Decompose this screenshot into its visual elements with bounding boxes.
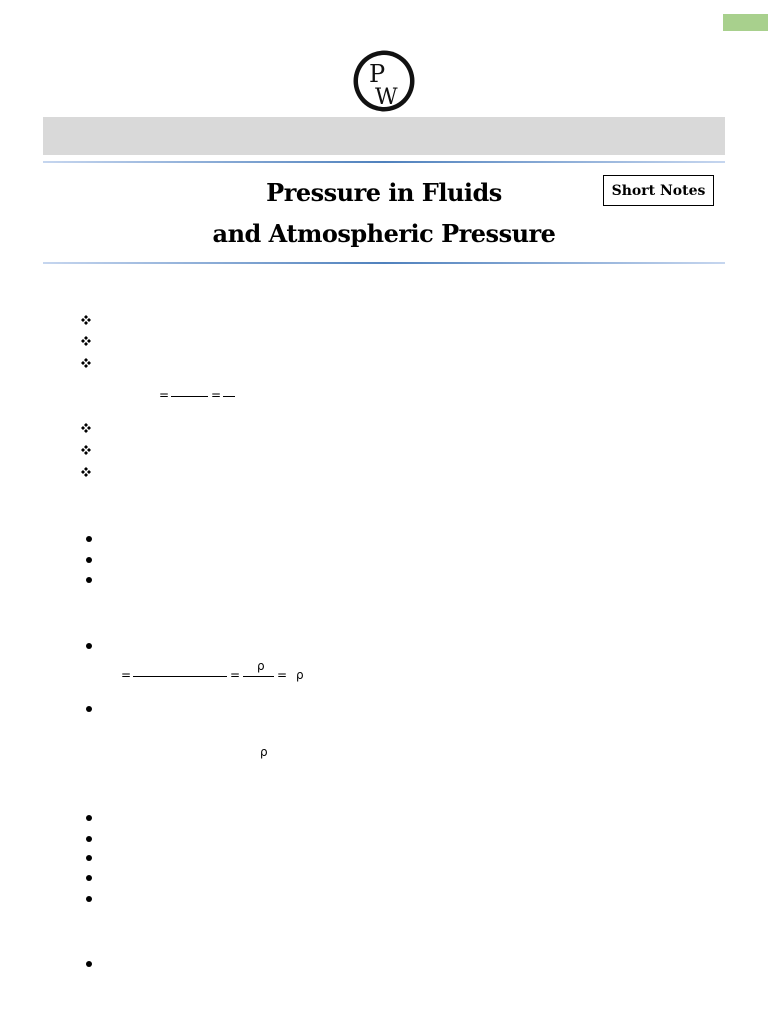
round-bullet <box>86 875 92 881</box>
formula2-fraction-bar-b <box>243 676 274 677</box>
diamond-bullet-icon <box>80 466 92 478</box>
formula2-rho-term: ρ <box>296 668 304 682</box>
formula1-fraction-bar-b <box>223 396 235 397</box>
page-title-line2: and Atmospheric Pressure <box>212 219 556 248</box>
short-notes-label: Short Notes <box>611 182 706 199</box>
formula1-fraction-bar-a <box>171 396 208 397</box>
formula2-fraction-bar-a <box>133 676 227 677</box>
round-bullet <box>86 855 92 861</box>
formula2-equals-c: = <box>277 668 288 682</box>
round-bullet <box>86 577 92 583</box>
logo-letter-w: W <box>375 85 398 110</box>
diamond-bullet-icon <box>80 422 92 434</box>
round-bullet <box>86 896 92 902</box>
round-bullet <box>86 836 92 842</box>
pw-logo <box>353 50 415 112</box>
formula1-equals-a: = <box>159 388 170 402</box>
formula2-rho-numerator: ρ <box>257 659 265 673</box>
formula3-rho: ρ <box>260 745 268 759</box>
formula1-equals-b: = <box>211 388 222 402</box>
header-banner <box>43 117 725 155</box>
formula2-equals-a: = <box>121 668 132 682</box>
diamond-bullet-icon <box>80 335 92 347</box>
bottom-rule <box>43 262 725 264</box>
short-notes-badge <box>603 175 714 206</box>
round-bullet <box>86 961 92 967</box>
formula2-equals-b: = <box>230 668 241 682</box>
corner-tab <box>723 14 768 31</box>
diamond-bullet-icon <box>80 314 92 326</box>
diamond-bullet-icon <box>80 444 92 456</box>
diamond-bullet-icon <box>80 357 92 369</box>
page-title-line1: Pressure in Fluids <box>266 178 502 207</box>
round-bullet <box>86 536 92 542</box>
logo-letter-p: P <box>369 60 386 88</box>
round-bullet <box>86 643 92 649</box>
round-bullet <box>86 815 92 821</box>
top-rule <box>43 161 725 163</box>
round-bullet <box>86 557 92 563</box>
round-bullet <box>86 706 92 712</box>
